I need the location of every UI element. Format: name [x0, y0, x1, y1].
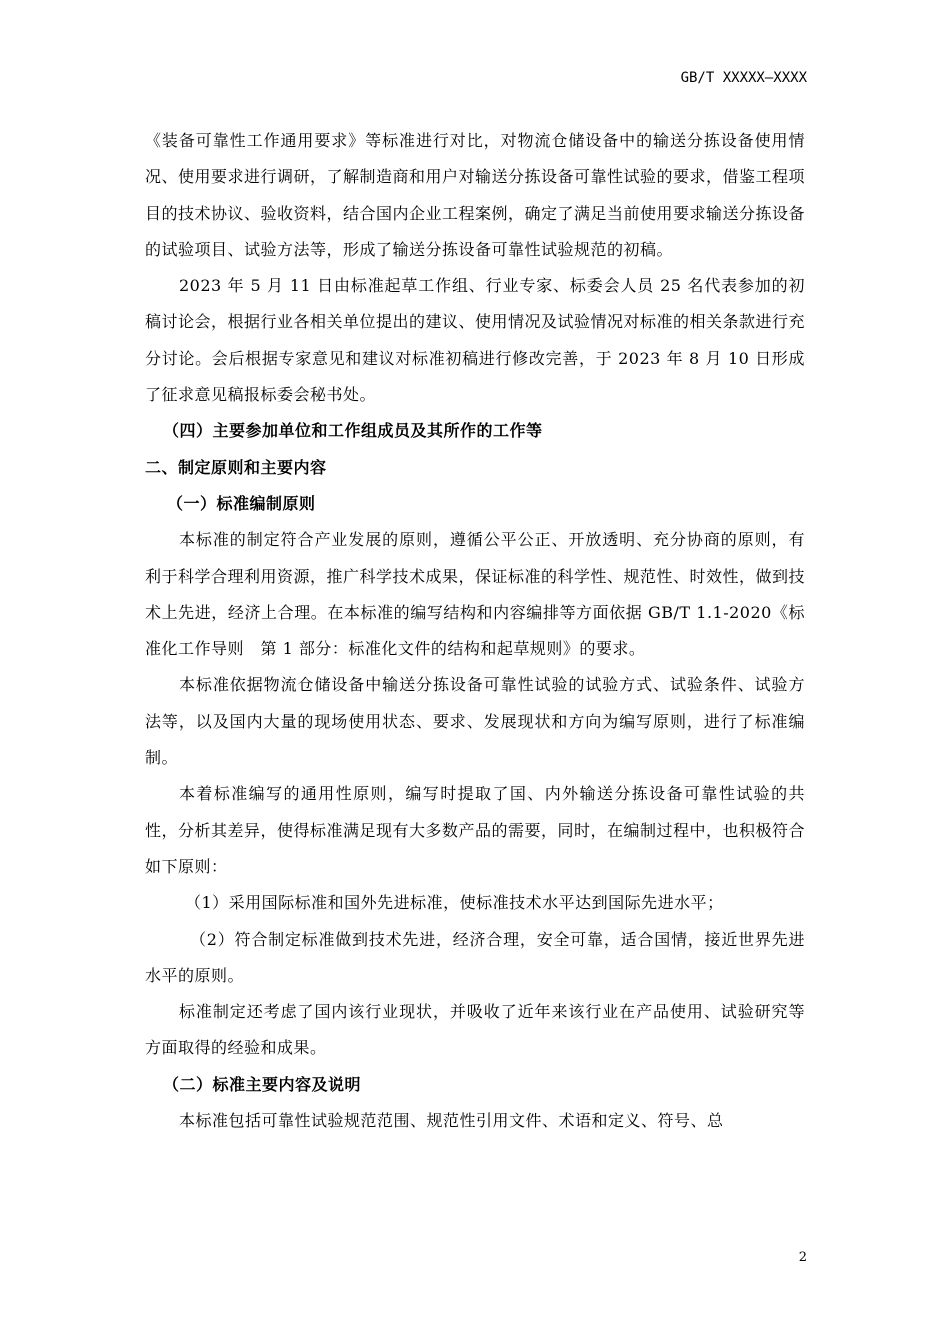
document-code: GB/T XXXXX—XXXX [680, 70, 807, 86]
paragraph-draft-meeting: 2023 年 5 月 11 日由标准起草工作组、行业专家、标委会人员 25 名代表参加的初稿讨论会，根据行业各相关单位提出的建议、使用情况及试验情况对标准的相关条款进行充分讨论。会后根据专家意见和建议对标准初稿进行修改完善，于 2023 年 8 月 10 日形成了征求意见稿报标委会秘书处。 [145, 276, 806, 405]
page-number: 2 [798, 1250, 807, 1265]
heading-compilation-principles: （一）标准编制原则 [167, 493, 316, 513]
heading-principles-content: 二、制定原则和主要内容 [145, 457, 327, 477]
heading-participants: （四）主要参加单位和工作组成员及其所作的工作等 [163, 421, 543, 441]
paragraph-continuation: 《装备可靠性工作通用要求》等标准进行对比，对物流仓储设备中的输送分拣设备使用情况、使用要求进行调研，了解制造商和用户对输送分拣设备可靠性试验的要求，借鉴工程项目的技术协议、验收资料，结合国内企业工程案例，确定了满足当前使用要求输送分拣设备的试验项目、试验方法等，形成了输送分拣设备可靠性试验规范的初稿。 [145, 131, 806, 259]
heading-main-content: （二）标准主要内容及说明 [163, 1074, 362, 1094]
page-body [145, 123, 805, 1139]
paragraph-principles: 本标准的制定符合产业发展的原则，遵循公平公正、开放透明、充分协商的原则，有利于科学合理利用资源，推广科学技术成果，保证标准的科学性、规范性、时效性，做到技术上先进，经济上合理。在本标准的编写结构和内容编排等方面依据 GB/T 1.1-2020《标准化工作导则 第 1 部分：标准化文件的结构和起草规则》的要求。 [145, 530, 806, 659]
list-item-2: （2）符合制定标准做到技术先进，经济合理，安全可靠，适合国情，接近世界先进水平的原则。 [145, 929, 805, 985]
list-item-1: （1）采用国际标准和国外先进标准，使标准技术水平达到国际先进水平； [185, 893, 724, 913]
paragraph-industry-status: 标准制定还考虑了国内该行业现状，并吸收了近年来该行业在产品使用、试验研究等方面取得的经验和成果。 [145, 1002, 805, 1058]
paragraph-basis: 本标准依据物流仓储设备中输送分拣设备可靠性试验的试验方式、试验条件、试验方法等，以及国内大量的现场使用状态、要求、发展现状和方向为编写原则，进行了标准编制。 [145, 675, 805, 768]
paragraph-generality: 本着标准编写的通用性原则，编写时提取了国、内外输送分拣设备可靠性试验的共性，分析其差异，使得标准满足现有大多数产品的需要，同时，在编制过程中，也积极符合如下原则： [145, 784, 806, 876]
paragraph-scope: 本标准包括可靠性试验规范范围、规范性引用文件、术语和定义、符号、总 [179, 1111, 724, 1131]
